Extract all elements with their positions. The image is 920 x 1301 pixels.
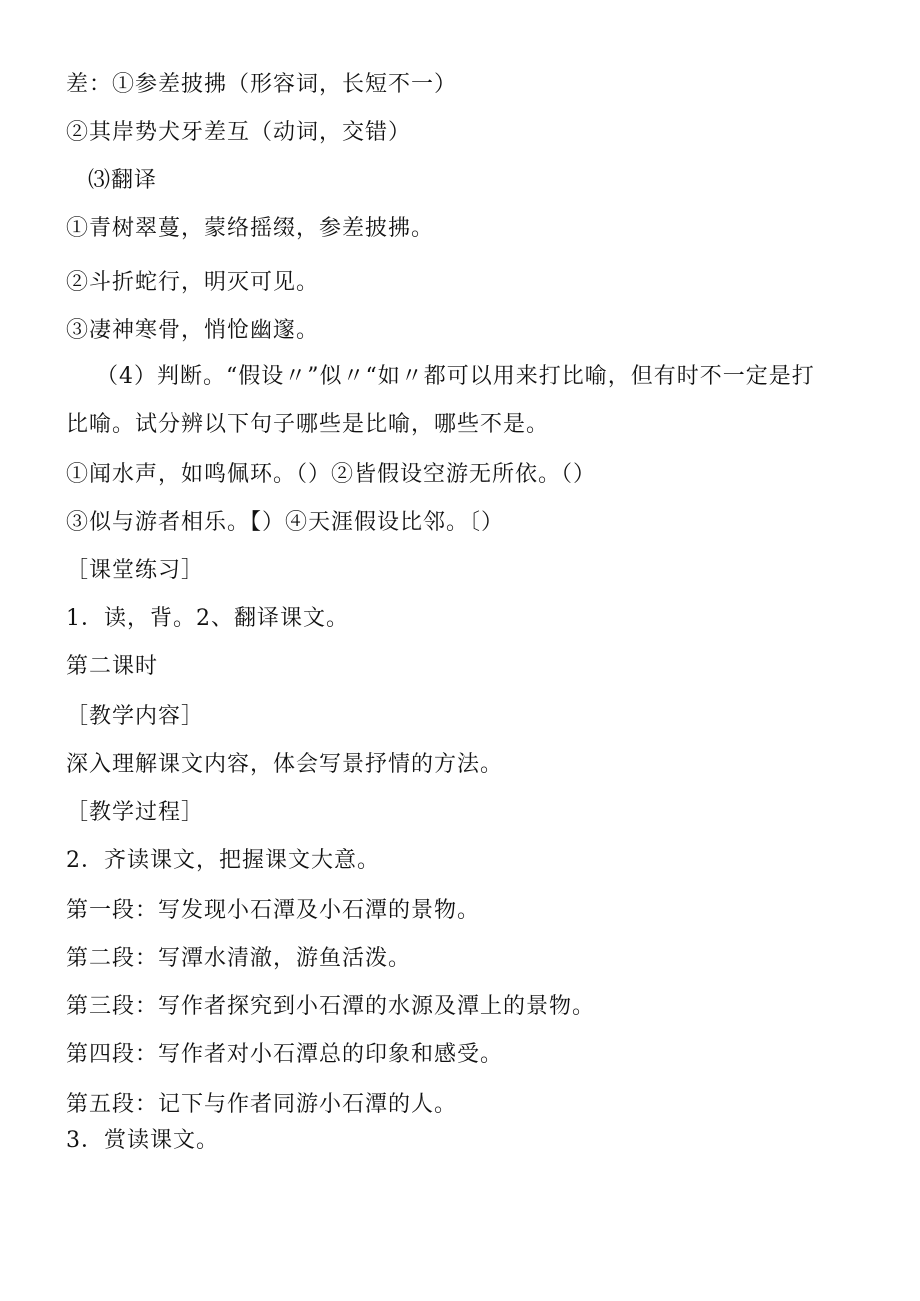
practice-item: 1．读，背。2、翻译课文。 xyxy=(66,606,349,631)
section-heading-content: ［教学内容］ xyxy=(66,704,205,729)
judgment-items-2: ③似与游者相乐。【）④天涯假设比邻。〔） xyxy=(66,510,505,535)
judgment-instruction: （4）判断。“假设〃”似〃“如〃都可以用来打比喻，但有时不一定是打 xyxy=(96,364,815,389)
judgment-items-1: ①闻水声，如鸣佩环。（）②皆假设空游无所依。（） xyxy=(66,462,597,487)
content-description: 深入理解课文内容，体会写景抒情的方法。 xyxy=(66,752,504,777)
paragraph-summary-2: 第二段：写潭水清澈，游鱼活泼。 xyxy=(66,946,412,971)
translation-item-2: ②斗折蛇行，明灭可见。 xyxy=(66,270,320,295)
process-step-2: 2．齐读课文，把握课文大意。 xyxy=(66,848,380,873)
paragraph-summary-5: 第五段：记下与作者同游小石潭的人。 xyxy=(66,1092,458,1117)
process-step-3: 3．赏读课文。 xyxy=(66,1128,219,1153)
translation-item-3: ③凄神寒骨，悄怆幽邃。 xyxy=(66,318,320,343)
vocab-line-cha-2: ②其岸势犬牙差互（动词，交错） xyxy=(66,120,412,145)
lesson-title: 第二课时 xyxy=(66,654,159,679)
section-heading-process: ［教学过程］ xyxy=(66,800,205,825)
paragraph-summary-4: 第四段：写作者对小石潭总的印象和感受。 xyxy=(66,1042,504,1067)
section-heading-practice: ［课堂练习］ xyxy=(66,558,205,583)
judgment-instruction-cont: 比喻。试分辨以下句子哪些是比喻，哪些不是。 xyxy=(66,412,550,437)
section-heading-translation: ⑶翻译 xyxy=(88,168,158,193)
translation-item-1: ①青树翠蔓，蒙络摇缀，参差披拂。 xyxy=(66,216,435,241)
paragraph-summary-1: 第一段：写发现小石潭及小石潭的景物。 xyxy=(66,898,481,923)
vocab-line-cha: 差：①参差披拂（形容词，长短不一） xyxy=(66,72,458,97)
paragraph-summary-3: 第三段：写作者探究到小石潭的水源及潭上的景物。 xyxy=(66,994,596,1019)
